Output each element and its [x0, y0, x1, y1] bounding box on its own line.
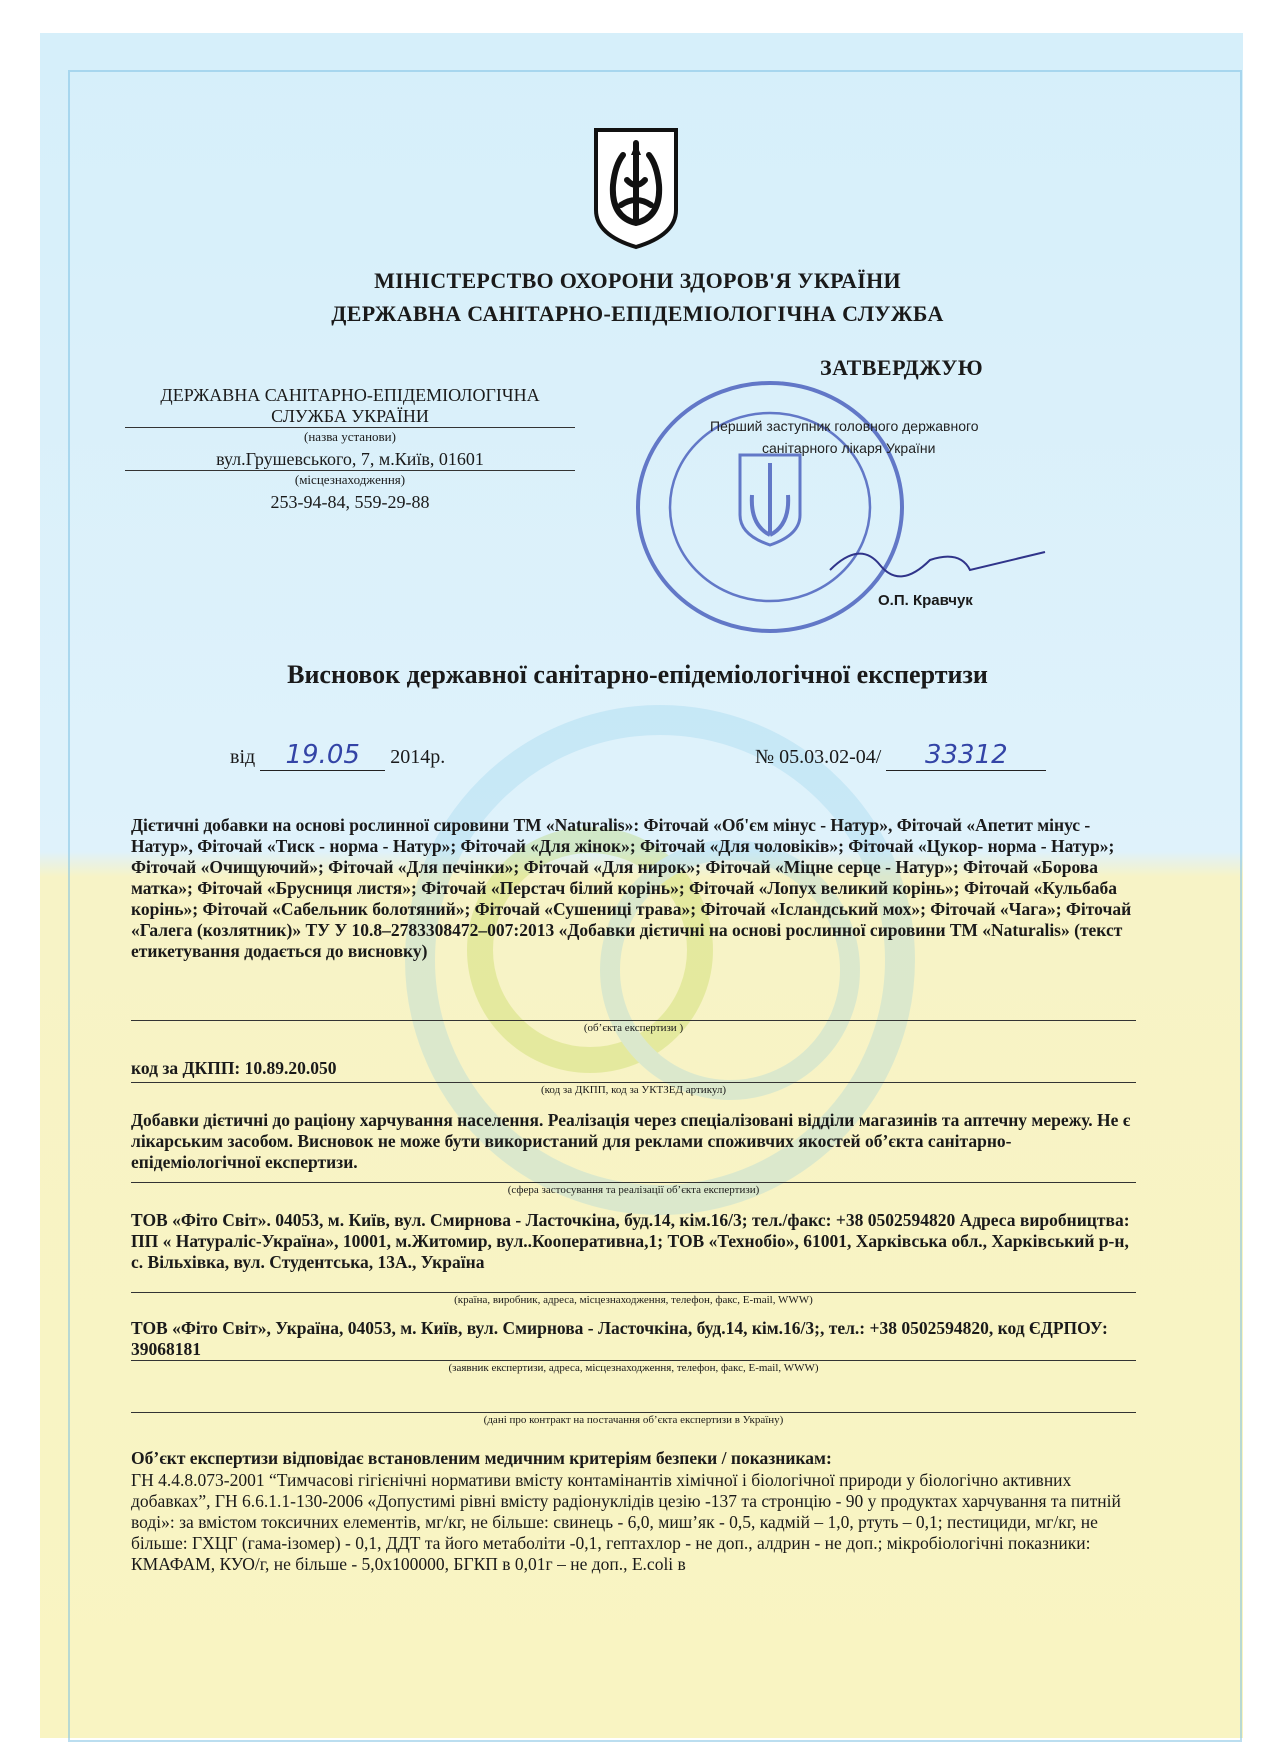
rule [131, 1082, 1136, 1083]
date-value: 19.05 [260, 740, 385, 771]
rule [131, 1182, 1136, 1183]
applicant-text: ТОВ «Фіто Світ», Україна, 04053, м. Київ, вул. Смирнова - Ласточкіна, буд.14, кім.16/3;, тел.: +38 0502594820, код ЄДРПОУ: 39068181 [131, 1318, 1108, 1359]
product-code: код за ДКПП: 10.89.20.050 [131, 1058, 337, 1078]
institution-address: вул.Грушевського, 7, м.Київ, 01601 [125, 449, 575, 471]
scope-caption: (сфера застосування та реалізації об’єкта експертизи) [507, 1184, 760, 1196]
institution-name-caption: (назва установи) [304, 429, 396, 444]
institution-name-line2: СЛУЖБА УКРАЇНИ [125, 406, 575, 428]
signer-name: О.П. Кравчук [878, 592, 973, 609]
scope-text: Добавки дієтичні до раціону харчування населення. Реалізація через спеціалізовані відділи магазинів та аптечну мережу. Не є лікарським засобом. Висновок не може бути використаний для реклами споживчих якостей об’єкта санітарно-епідеміологічної експертизи. [131, 1110, 1131, 1172]
rule [131, 1412, 1136, 1413]
rule [131, 1292, 1136, 1293]
signature [820, 530, 1050, 590]
date-row [230, 740, 445, 771]
rule [131, 1360, 1136, 1361]
number-row [755, 740, 1046, 771]
product-code-caption: (код за ДКПП, код за УКТЗЕД артикул) [540, 1084, 727, 1096]
number-value: 33312 [886, 740, 1046, 771]
coat-of-arms-icon [591, 125, 681, 250]
institution-address-caption: (місцезнаходження) [294, 472, 406, 487]
stamp-position-line1: Перший заступник головного державного [710, 418, 979, 434]
rule [131, 1020, 1136, 1021]
approve-label: ЗАТВЕРДЖУЮ [820, 355, 984, 380]
service-heading: ДЕРЖАВНА САНІТАРНО-ЕПІДЕМІОЛОГІЧНА СЛУЖБА [331, 301, 944, 326]
expertise-object-caption: (об’єкта експертизи ) [583, 1022, 684, 1034]
criteria-heading: Об’єкт експертизи відповідає встановленим медичним критеріям безпеки / показникам: [131, 1448, 832, 1468]
official-stamp [630, 375, 910, 640]
applicant-caption: (заявник експертизи, адреса, місцезнаходження, телефон, факс, E-mail, WWW) [448, 1362, 819, 1374]
manufacturer-text: ТОВ «Фіто Світ». 04053, м. Київ, вул. Смирнова - Ласточкіна, буд.14, кім.16/3; тел./факс: +38 0502594820 Адреса виробництва: ПП « Натураліс-Україна», 10001, м.Житомир, вул..Кооперативна,1; ТОВ «Технобіо», 61001, Харківська обл., Харківський р-н, с. Вільхівка, вул. Студентська, 13А., Україна [131, 1210, 1130, 1272]
criteria-body: ГН 4.4.8.073-2001 “Тимчасові гігієнічні нормативи вмісту контамінантів хімічної і біологічної природи у біологічно активних добавках”, ГН 6.6.1.1-130-2006 «Допустимі рівні вмісту радіонуклідів цезію -137 та стронцію - 90 у продуктах харчування та питній воді»: за вмістом токсичних елементів, мг/кг, не більше: свинець - 6,0, миш’як - 0,5, кадмій – 1,0, ртуть – 0,1; пестициди, мг/кг, не більше: ГХЦГ (гама-ізомер) - 0,1, ДДТ та його метаболіти -0,1, гептахлор - не доп., алдрин - не доп.; мікробіологічні показники: КМАФАМ, КУО/г, не більше - 5,0х100000, БГКП в 0,01г – не доп., E.coli в [131, 1470, 1121, 1574]
manufacturer-caption: (країна, виробник, адреса, місцезнаходження, телефон, факс, E-mail, WWW) [454, 1294, 813, 1306]
date-suffix: 2014р. [390, 746, 446, 768]
contract-caption: (дані про контракт на постачання об’єкта експертизи в Україну) [483, 1414, 784, 1426]
expertise-object-text: Дієтичні добавки на основі рослинної сировини ТМ «Naturalis»: Фіточай «Об'єм мінус - Натур», Фіточай «Апетит мінус - Натур», Фіточай «Тиск - норма - Натур»; Фіточай «Для жінок»; Фіточай «Для чоловіків»; Фіточай «Цукор- норма - Натур»; Фіточай «Очищуючий»; Фіточай «Для печінки»; Фіточай «Для нирок»; Фіточай «Міцне серце - Натур»; Фіточай «Борова матка»; Фіточай «Брусниця листя»; Фіточай «Перстач білий корінь»; Фіточай «Лопух великий корінь»; Фіточай «Кульбаба корінь»; Фіточай «Сабельник болотяний»; Фіточай «Сушениці трава»; Фіточай «Ісландський мох»; Фіточай «Чага»; Фіточай «Галега (козлятник)» ТУ У 10.8–2783308472–007:2013 «Добавки дієтичні на основі рослинної сировини ТМ «Naturalis» (текст етикетування додається до висновку) [131, 815, 1132, 961]
date-prefix: від [230, 746, 256, 768]
stamp-position-line2: санітарного лікаря України [762, 440, 936, 456]
ministry-heading: МІНІСТЕРСТВО ОХОРОНИ ЗДОРОВ'Я УКРАЇНИ [374, 268, 901, 293]
number-prefix: № 05.03.02-04/ [755, 746, 882, 768]
institution-name-line1: ДЕРЖАВНА САНІТАРНО-ЕПІДЕМІОЛОГІЧНА [160, 385, 540, 405]
institution-phones: 253-94-84, 559-29-88 [270, 492, 430, 512]
document-title: Висновок державної санітарно-епідеміологічної експертизи [287, 660, 988, 689]
institution-block [125, 385, 575, 513]
